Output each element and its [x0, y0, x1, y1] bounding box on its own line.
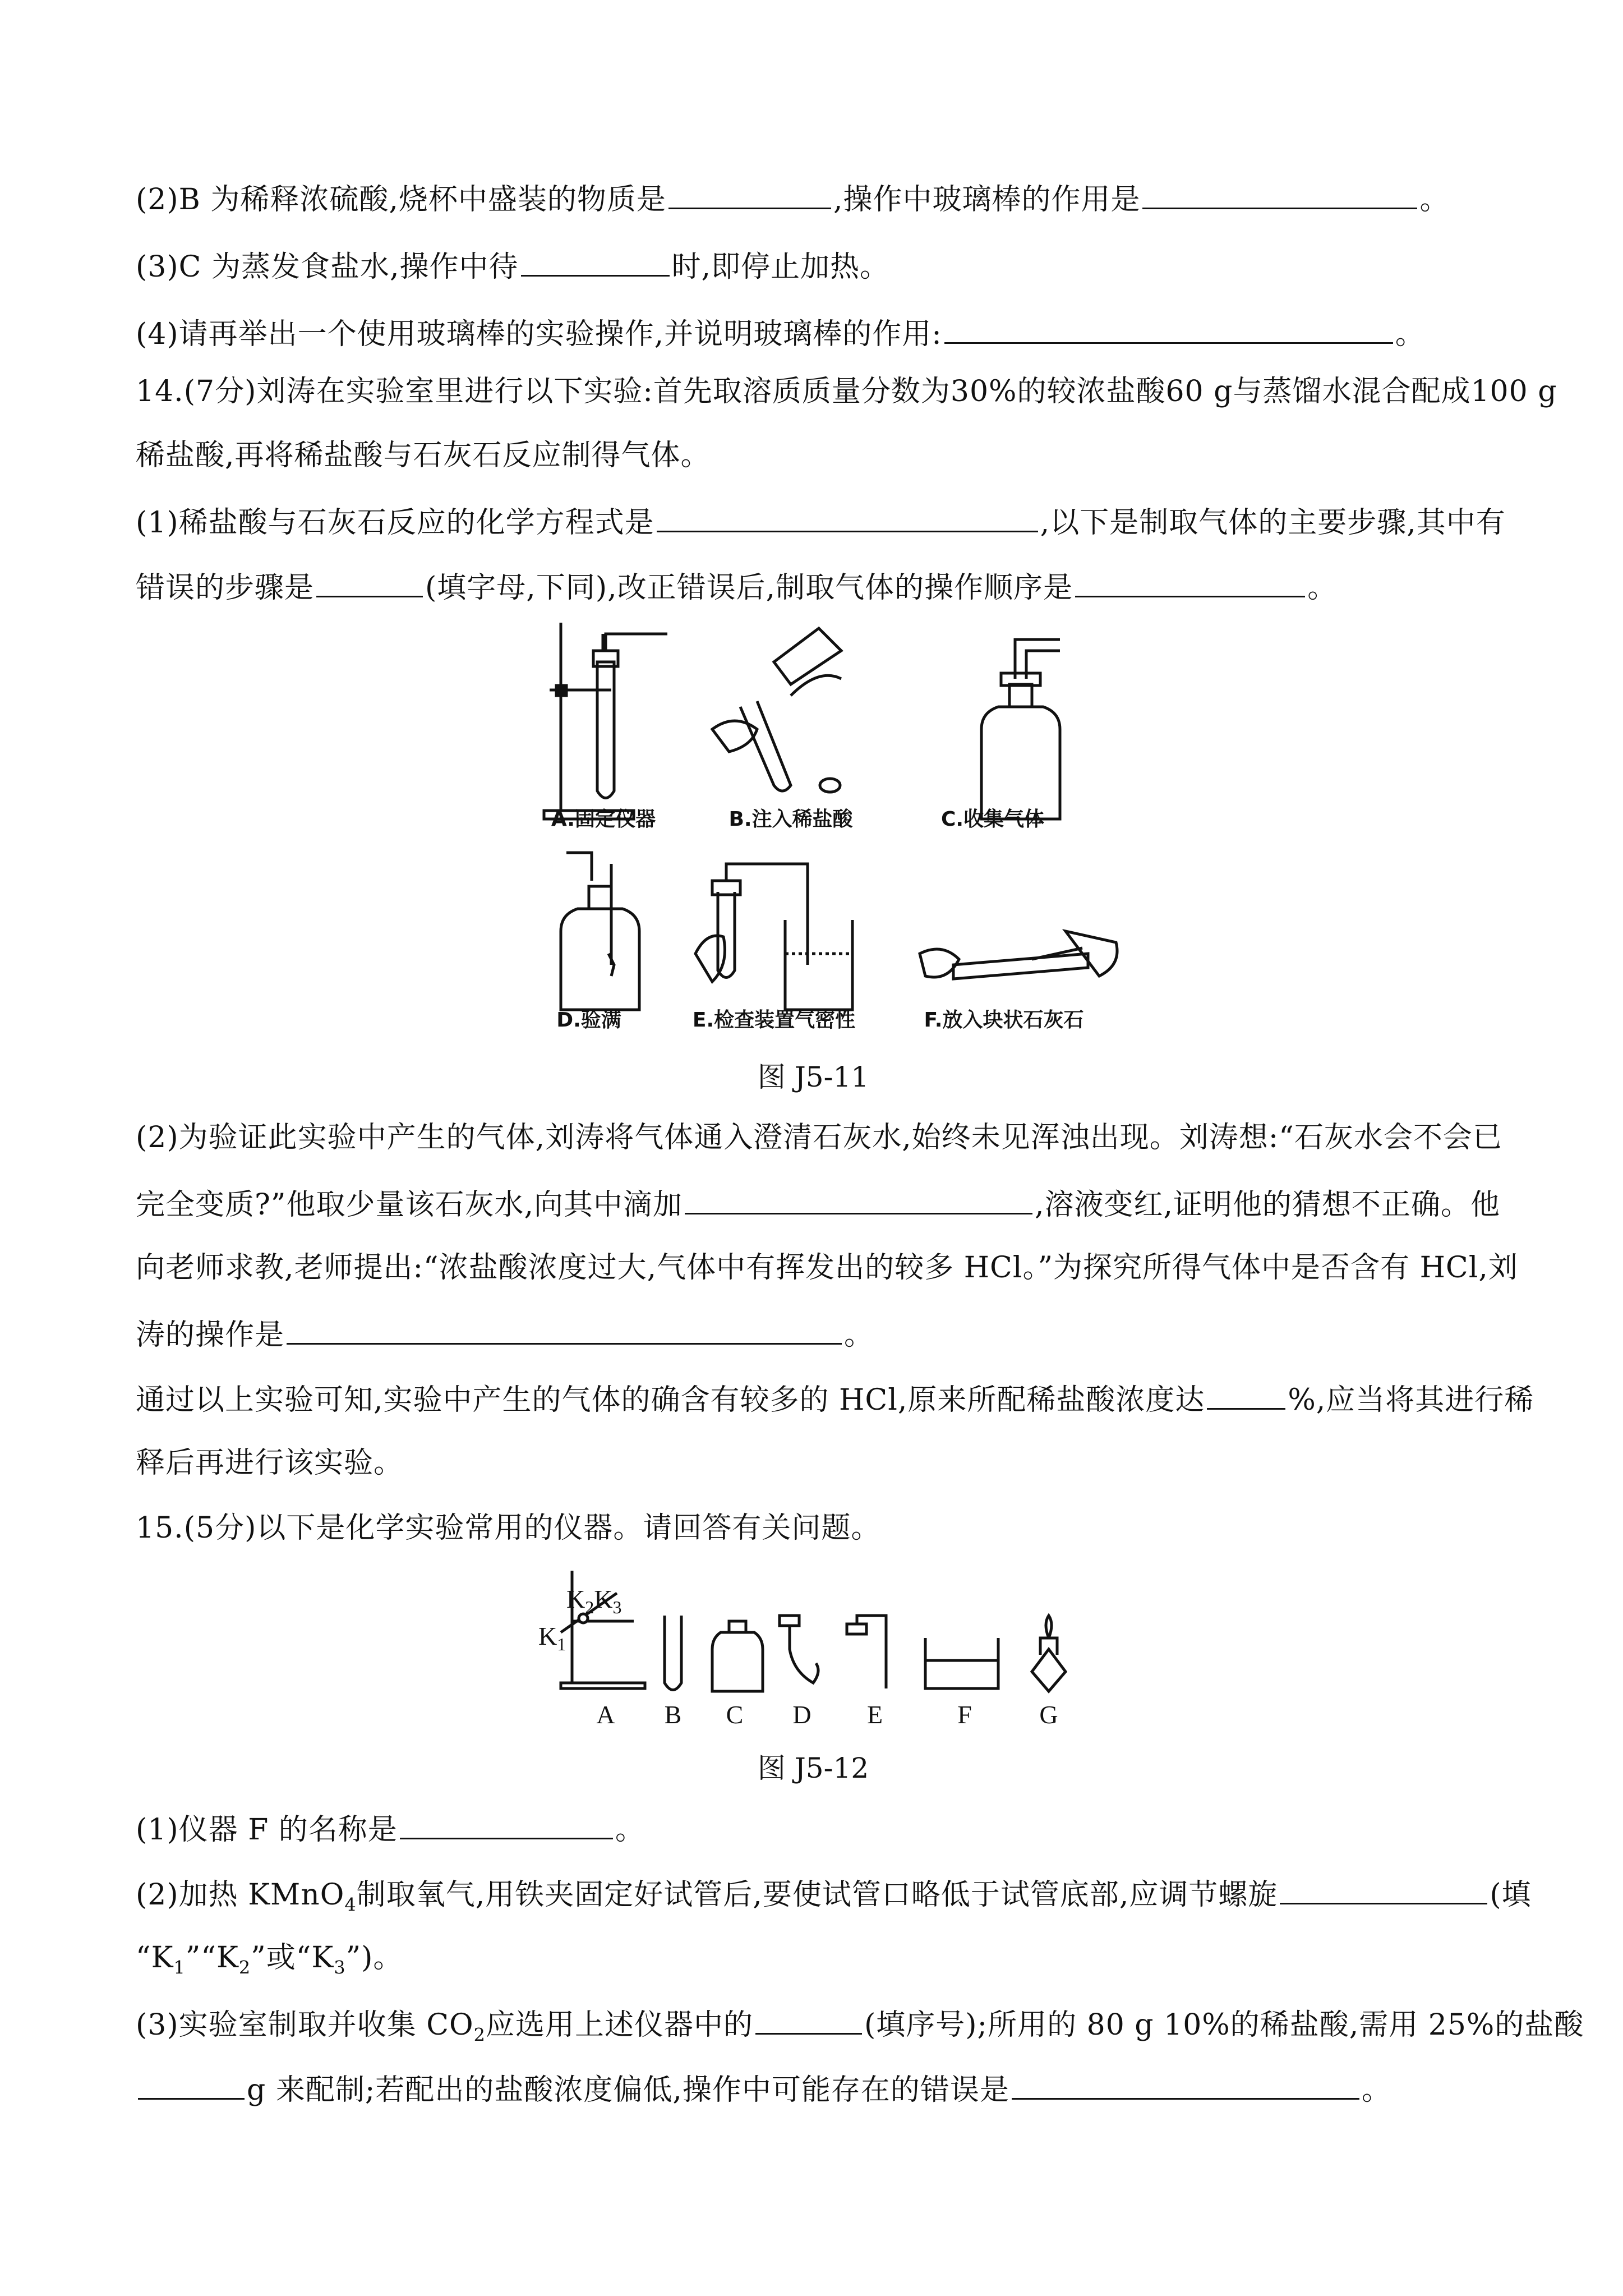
apparatus-tube-stopper-icon: [780, 1616, 818, 1683]
instrument-letter-e: E: [866, 1700, 883, 1729]
apparatus-c-gas-bottle-icon: [981, 639, 1060, 819]
q14-part1-line2: [136, 569, 1337, 605]
q14-p1-text-c: 错误的步骤是: [136, 571, 315, 605]
q14-p2-text-d: 。: [844, 1318, 874, 1352]
q14-part2-line3: 向老师求教,老师提出:“浓盐酸浓度过大,气体中有挥发出的较多 HCl。”为探究所得气体中是否含有 HCl,刘: [136, 1251, 1518, 1285]
answer-blank[interactable]: [521, 248, 670, 277]
q13-p2-text-b: ,操作中玻璃棒的作用是: [833, 183, 1141, 217]
q13-p4-text-b: 。: [1395, 318, 1425, 351]
q15-p2-opt-d: ”)。: [345, 1941, 403, 1975]
knob-k1: K: [538, 1622, 557, 1650]
q13-part3: [136, 248, 889, 284]
q15-p2-opt-b: ”“K: [185, 1941, 239, 1975]
q15-p1-text-a: (1)仪器 F 的名称是: [136, 1813, 398, 1847]
q14-p2-text-c: 涛的操作是: [136, 1318, 285, 1352]
q15-p2-text-c: (填: [1490, 1878, 1532, 1912]
apparatus-d-test-full-icon: [561, 853, 639, 1010]
q15-p3-text-b: 应选用上述仪器中的: [485, 2008, 753, 2042]
answer-blank[interactable]: [1012, 2071, 1359, 2100]
q14-part2-line4: [136, 1316, 874, 1352]
q15-part2-line2: [136, 1941, 403, 1984]
q14-part1-line1: [136, 504, 1506, 540]
answer-blank[interactable]: [1142, 181, 1417, 209]
knob-k3-sub: 3: [612, 1597, 622, 1618]
knob-labels: [566, 1584, 634, 1618]
figure-label-b: B.注入稀盐酸: [728, 808, 853, 831]
figure-label-c: C.收集气体: [940, 808, 1045, 831]
q14-part3-line2: 释后再进行该实验。: [136, 1446, 404, 1480]
answer-blank[interactable]: [138, 2071, 245, 2100]
q15-p2-opt-sub2: 2: [238, 1957, 251, 1978]
instrument-letter-b: B: [664, 1700, 682, 1729]
apparatus-a-fixed-stand-icon: [544, 623, 667, 819]
q13-p4-text-a: (4)请再举出一个使用玻璃棒的实验操作,并说明玻璃棒的作用:: [136, 318, 942, 351]
q13-part2: [136, 181, 1449, 217]
q13-part4: [136, 315, 1425, 351]
apparatus-alcohol-lamp-icon: [1032, 1616, 1066, 1691]
answer-blank[interactable]: [1207, 1381, 1285, 1410]
answer-blank[interactable]: [316, 569, 423, 597]
q14-p1-text-e: 。: [1307, 571, 1338, 605]
figure-label-a: A.固定仪器: [551, 808, 656, 831]
q13-p3-text-b: 时,即停止加热。: [671, 250, 890, 284]
q14-p1-text-d: (填字母,下同),改正错误后,制取气体的操作顺序是: [425, 571, 1073, 605]
q15-p2-text-b: 制取氧气,用铁夹固定好试管后,要使试管口略低于试管底部,应调节螺旋: [356, 1878, 1278, 1912]
knob-k2: K: [566, 1585, 585, 1613]
knob-k1-sub: 1: [557, 1634, 566, 1655]
q15-p3-text-d: g 来配制;若配出的盐酸浓度偏低,操作中可能存在的错误是: [247, 2073, 1009, 2107]
q14-stem-line2: 稀盐酸,再将稀盐酸与石灰石反应制得气体。: [136, 439, 711, 472]
q14-part2-line2: [136, 1186, 1500, 1222]
q15-p3-text-c: (填序号);所用的 80 g 10%的稀盐酸,需用 25%的盐酸: [864, 2008, 1584, 2042]
q15-stem: 15.(5分)以下是化学实验常用的仪器。请回答有关问题。: [136, 1511, 881, 1545]
q15-p2-opt-c: ”或“K: [251, 1941, 334, 1975]
q14-stem-line1: 14.(7分)刘涛在实验室里进行以下实验:首先取溶质质量分数为30%的较浓盐酸60 g与蒸馏水混合配成100 g: [136, 375, 1557, 408]
q14-p1-text-b: ,以下是制取气体的主要步骤,其中有: [1040, 506, 1506, 540]
q14-part2-line1: (2)为验证此实验中产生的气体,刘涛将气体通入澄清石灰水,始终未见浑浊出现。刘涛想:“石灰水会不会已: [136, 1121, 1502, 1154]
apparatus-bottle-icon: [712, 1621, 763, 1691]
q15-p2-sub: 4: [344, 1894, 357, 1916]
q15-part2-line1: [136, 1876, 1532, 1921]
instrument-letter-g: G: [1039, 1700, 1058, 1729]
knob-k2-sub: 2: [585, 1597, 594, 1618]
instrument-letter-f: F: [957, 1700, 972, 1729]
instrument-letter-c: C: [726, 1700, 744, 1729]
q14-p3-text-b: %,应当将其进行稀: [1288, 1383, 1534, 1417]
figure-label-f: F.放入块状石灰石: [924, 1009, 1084, 1032]
answer-blank[interactable]: [1075, 569, 1305, 597]
q14-part3-line1: [136, 1381, 1534, 1417]
figure-label-d: D.验满: [556, 1009, 621, 1032]
answer-blank[interactable]: [944, 315, 1393, 344]
answer-blank[interactable]: [685, 1186, 1032, 1214]
q15-part1: [136, 1811, 645, 1847]
knob-k3: K: [594, 1585, 613, 1613]
answer-blank[interactable]: [287, 1316, 842, 1345]
answer-blank[interactable]: [657, 504, 1038, 532]
answer-blank[interactable]: [400, 1811, 613, 1839]
instrument-letter-d: D: [792, 1700, 811, 1729]
figure-label-e: E.检查装置气密性: [692, 1009, 856, 1032]
q13-p2-text-a: (2)B 为稀释浓硫酸,烧杯中盛装的物质是: [136, 183, 666, 217]
apparatus-trough-icon: [925, 1638, 998, 1688]
q15-p2-text-a: (2)加热 KMnO: [136, 1878, 345, 1912]
apparatus-test-tube-icon: [665, 1616, 681, 1690]
q15-p2-opt-a: “K: [136, 1941, 174, 1975]
apparatus-b-pour-acid-icon: [712, 628, 841, 792]
q15-part3-line1: [136, 2006, 1584, 2051]
apparatus-f-add-limestone-icon: [920, 931, 1117, 979]
q15-p3-sub: 2: [473, 2024, 486, 2046]
answer-blank[interactable]: [755, 2006, 862, 2035]
q14-p1-text-a: (1)稀盐酸与石灰石反应的化学方程式是: [136, 506, 654, 540]
q14-p2-text-b: ,溶液变红,证明他的猜想不正确。他: [1035, 1188, 1501, 1222]
q15-part3-line2: [136, 2071, 1391, 2107]
apparatus-e-airtight-check-icon: [695, 864, 852, 1010]
q14-p2-text-a: 完全变质?”他取少量该石灰水,向其中滴加: [136, 1188, 683, 1222]
q15-p3-text-e: 。: [1361, 2073, 1391, 2107]
apparatus-delivery-tube-icon: [847, 1616, 886, 1688]
q14-p3-text-a: 通过以上实验可知,实验中产生的气体的确含有较多的 HCl,原来所配稀盐酸浓度达: [136, 1383, 1205, 1417]
figure-caption-j5-11: 图 J5-11: [757, 1061, 869, 1093]
q15-p2-opt-sub1: 1: [173, 1957, 186, 1978]
q15-p2-opt-sub3: 3: [334, 1957, 346, 1978]
q15-p1-text-b: 。: [615, 1813, 645, 1847]
q13-p3-text-a: (3)C 为蒸发食盐水,操作中待: [136, 250, 519, 284]
q13-p2-text-c: 。: [1419, 183, 1450, 217]
answer-blank[interactable]: [668, 181, 831, 209]
instrument-letter-a: A: [596, 1700, 615, 1729]
q15-p3-text-a: (3)实验室制取并收集 CO: [136, 2008, 474, 2042]
knob-k1-label: [538, 1621, 572, 1655]
figure-caption-j5-12: 图 J5-12: [757, 1752, 869, 1784]
answer-blank[interactable]: [1280, 1876, 1487, 1904]
